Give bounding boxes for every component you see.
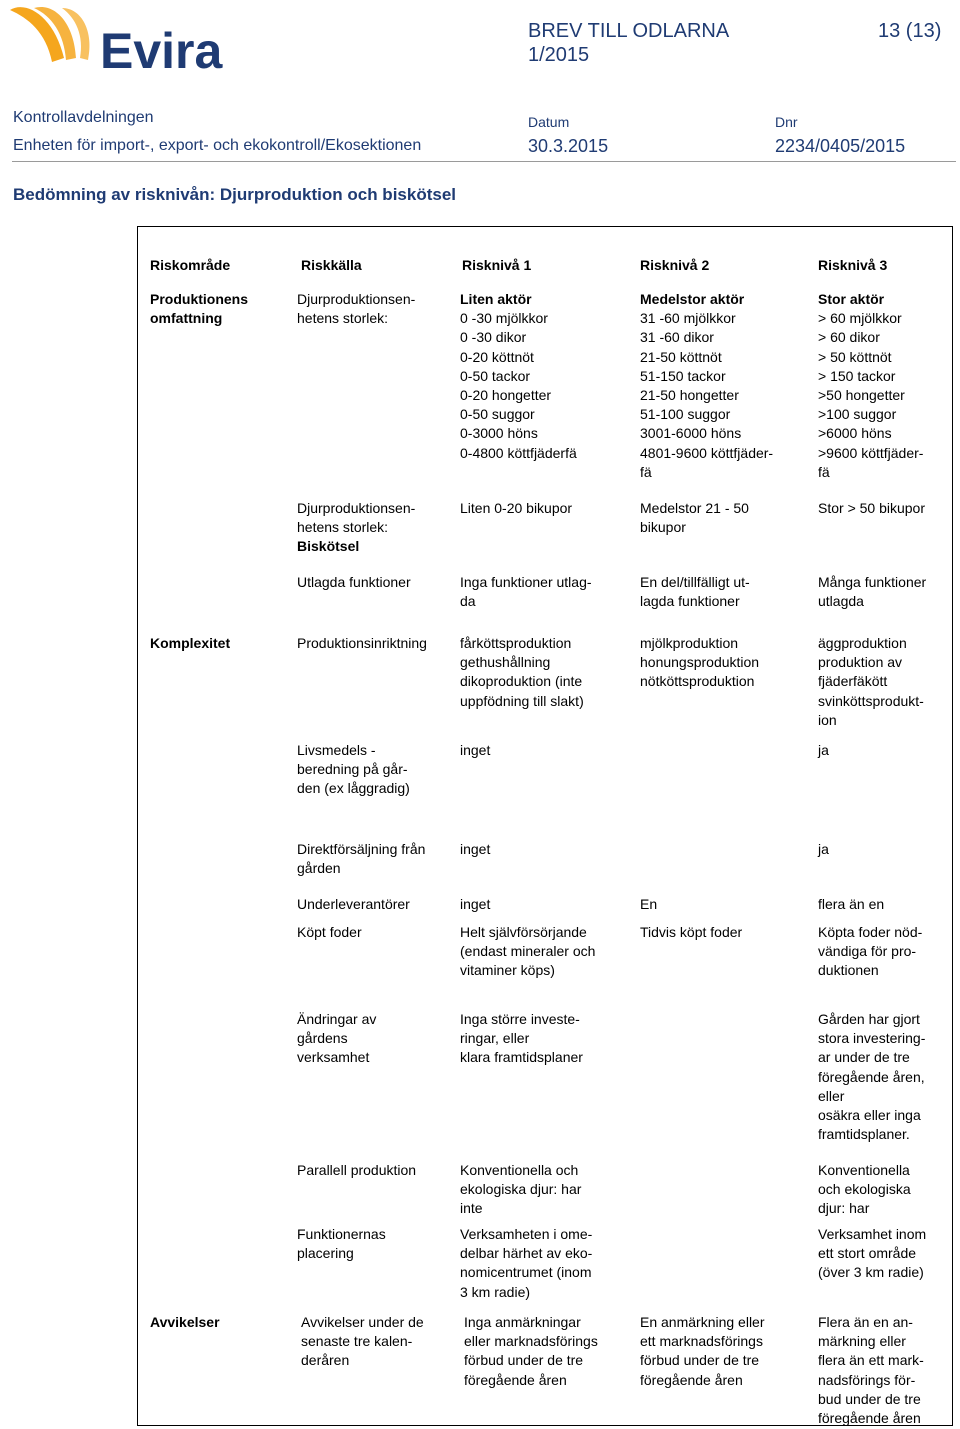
doc-type: BREV TILL ODLARNA (528, 20, 730, 42)
source-beekeeping-bold: Biskötsel (297, 538, 360, 555)
date-label: Datum (528, 114, 570, 130)
level1-small-actor (460, 290, 577, 463)
area-production-scope: Produktionens omfattning (150, 291, 249, 327)
level3-large-actor (818, 290, 923, 482)
level2-subcontractors: En (640, 896, 658, 912)
col-header-level-1: Risknivå 1 (462, 257, 532, 273)
source-beekeeping-size (297, 499, 415, 557)
source-subcontractors: Underleverantörer (297, 896, 410, 912)
level3-subcontractors: flera än en (818, 896, 885, 912)
col-header-risk-area: Riskområde (150, 257, 231, 273)
level2-outsourced: En del/tillfälligt ut- lagda funktioner (640, 574, 750, 610)
dnr-value: 2234/0405/2015 (775, 136, 906, 156)
header-divider (12, 161, 956, 162)
area-complexity: Komplexitet (150, 635, 231, 651)
department: Kontrollavdelningen (13, 109, 154, 126)
level1-beehives: Liten 0-20 bikupor (460, 500, 573, 516)
level3-values: > 60 mjölkkor > 60 dikor > 50 köttnöt > 150 tackor >50 hongetter >100 suggor >6000 höns >9600 köttfjäder- fä (818, 310, 924, 480)
level2-deviations: En anmärkning eller ett marknadsförings förbud under de tre föregående åren (640, 1314, 765, 1388)
level1-function-placement: Verksamheten i ome- delbar härhet av eko- nomicentrumet (inom 3 km radie) (460, 1226, 593, 1300)
source-food-processing: Livsmedels - beredning på går- den (ex låggradig) (297, 742, 410, 797)
level3-direct-sales: ja (818, 841, 829, 857)
level1-values: 0 -30 mjölkkor 0 -30 dikor 0-20 köttnöt 0-50 tackor 0-20 hongetter 0-50 suggor 0-3000 höns 0-4800 köttfjäderfä (460, 310, 577, 461)
level3-function-placement: Verksamhet inom ett stort område (över 3 km radie) (818, 1226, 927, 1281)
level1-outsourced: Inga funktioner utlag- da (460, 574, 592, 610)
document-title (528, 19, 729, 67)
date-value: 30.3.2015 (528, 136, 609, 156)
level3-production-type: äggproduktion produktion av fjäderfäkött svinköttsprodukt- ion (818, 635, 924, 728)
level2-production-type: mjölkproduktion honungsproduktion nötköttsproduktion (640, 635, 760, 690)
evira-logo (4, 2, 244, 78)
col-header-level-3: Risknivå 3 (818, 257, 888, 273)
evira-logo-mark (4, 2, 244, 78)
level2-medium-actor (640, 290, 773, 482)
level3-outsourced: Många funktioner utlagda (818, 574, 927, 610)
level3-farm-changes: Gården har gjort stora investering- ar under de tre föregående åren, eller osäkra eller inga framtidsplaner. (818, 1011, 926, 1143)
level2-beehives: Medelstor 21 - 50 bikupor (640, 500, 749, 536)
source-production-type: Produktionsinriktning (297, 635, 427, 651)
level1-bought-feed: Helt självförsörjande (endast mineraler och vitaminer köps) (460, 924, 596, 979)
level2-bought-feed: Tidvis köpt foder (640, 924, 743, 940)
area-deviations: Avvikelser (150, 1314, 220, 1330)
level1-food-processing: inget (460, 742, 491, 758)
source-bought-feed: Köpt foder (297, 924, 362, 940)
level2-values: 31 -60 mjölkkor 31 -60 dikor 21-50 köttnöt 51-150 tackor 21-50 hongetter 51-100 suggor 3001-6000 höns 4801-9600 köttfjäder- fä (640, 310, 774, 480)
level1-title: Liten aktör (460, 291, 532, 307)
source-outsourced: Utlagda funktioner (297, 574, 411, 590)
level3-title: Stor aktör (818, 291, 885, 307)
doc-number: 1/2015 (528, 44, 590, 66)
level1-farm-changes: Inga större investe- ringar, eller klara framtidsplaner (460, 1011, 583, 1066)
level1-deviations: Inga anmärkningar eller marknadsförings förbud under de tre föregående åren (464, 1314, 598, 1388)
source-farm-changes: Ändringar av gårdens verksamhet (297, 1011, 377, 1066)
col-header-level-2: Risknivå 2 (640, 257, 710, 273)
level3-food-processing: ja (818, 742, 829, 758)
unit: Enheten för import-, export- och ekokontroll/Ekosektionen (13, 137, 422, 154)
level1-subcontractors: inget (460, 896, 491, 912)
level3-parallel-production: Konventionella och ekologiska djur: har (818, 1162, 911, 1217)
level1-production-type: fårköttsproduktion gethushållning dikoproduktion (inte uppfödning till slakt) (460, 635, 584, 709)
section-title: Bedömning av risknivån: Djurproduktion och biskötsel (13, 185, 457, 204)
page-number: 13 (13) (878, 20, 942, 42)
source-function-placement: Funktionernas placering (297, 1226, 386, 1262)
col-header-risk-source: Riskkälla (301, 257, 362, 273)
level1-direct-sales: inget (460, 841, 491, 857)
level2-title: Medelstor aktör (640, 291, 745, 307)
level3-bought-feed: Köpta foder nöd- vändiga för pro- duktionen (818, 924, 923, 979)
level3-deviations: Flera än en an- märkning eller flera än ett mark- nadsförings för- bud under de tre föregående åren (818, 1314, 924, 1427)
logo-wordmark: Evira (100, 23, 223, 78)
source-parallel-production: Parallell produktion (297, 1162, 417, 1178)
level1-parallel-production: Konventionella och ekologiska djur: har inte (460, 1162, 582, 1217)
source-deviations: Avvikelser under de senaste tre kalen- deråren (301, 1314, 424, 1369)
dnr-label: Dnr (775, 114, 798, 130)
source-direct-sales: Direktförsäljning från gården (297, 841, 426, 877)
source-beekeeping-text: Djurproduktionsen- hetens storlek: (297, 500, 416, 536)
source-unit-size: Djurproduktionsen- hetens storlek: (297, 291, 416, 327)
level3-beehives: Stor > 50 bikupor (818, 500, 926, 516)
